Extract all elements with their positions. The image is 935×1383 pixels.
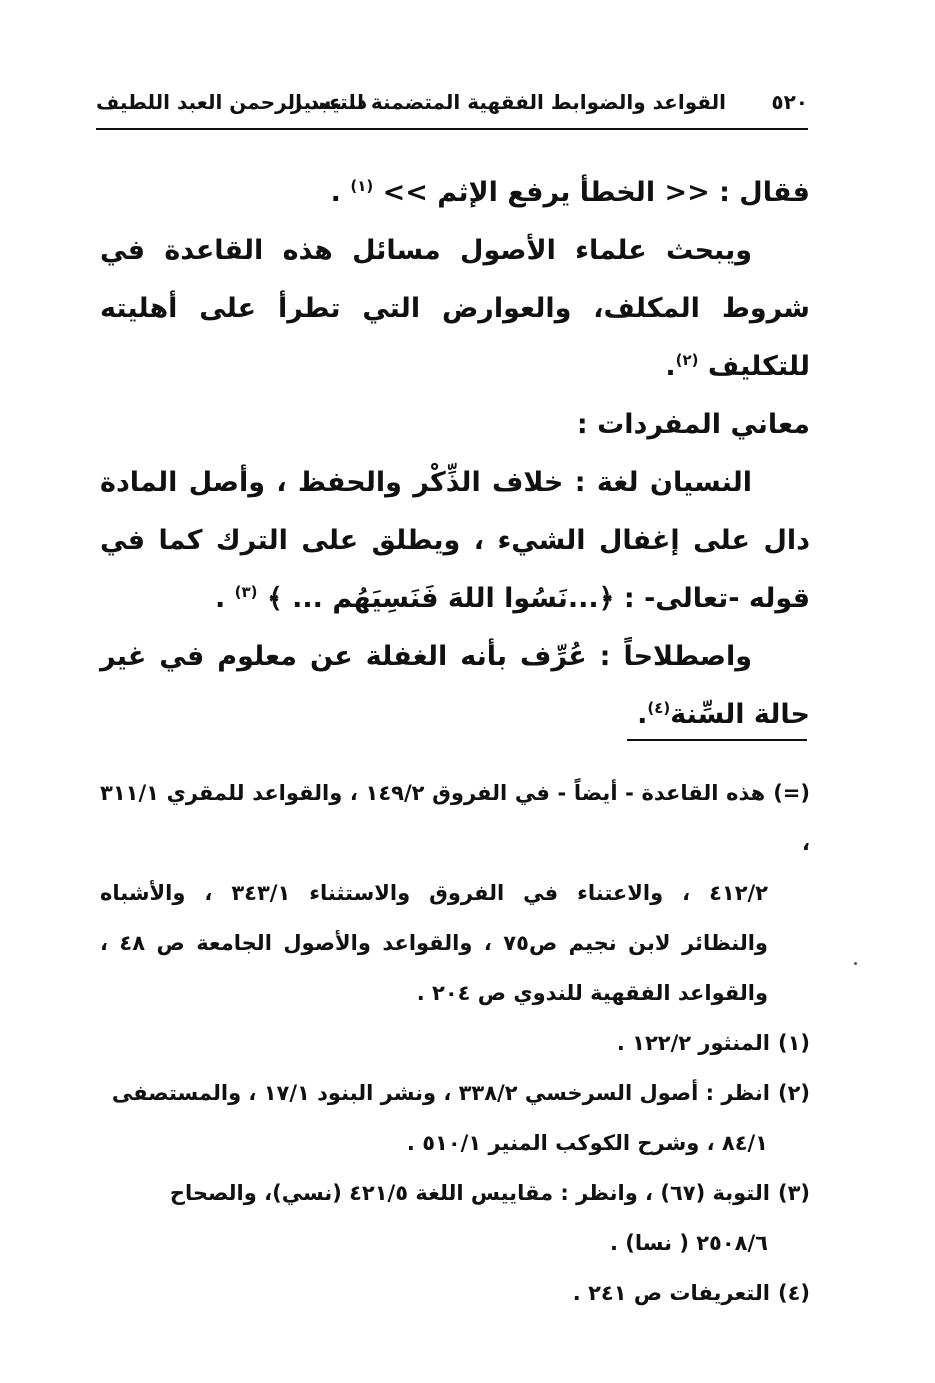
note-ref-1: (١) [350, 177, 374, 195]
paragraph-2-text: ويبحث علماء الأصول مسائل هذه القاعدة في شروط المكلف، والعوارض التي تطرأ على أهليته للتكليف [100, 235, 810, 382]
paragraph-3 [100, 454, 810, 628]
paragraph-1 [100, 164, 810, 222]
author-name: د. عبد الرحمن العبد اللطيف [96, 90, 368, 114]
footnote-2 [100, 1068, 810, 1168]
paragraph-4-tail: . [637, 699, 648, 730]
paragraph-2-tail: . [665, 351, 676, 382]
paragraph-3-text: النسيان لغة : خلاف الذِّكْر والحفظ ، وأصل المادة دال على إغفال الشيء ، ويطلق على الترك كما في قوله -تعالى- : [100, 467, 810, 614]
paragraph-4-text: واصطلاحاً : عُرِّف بأنه الغفلة عن معلوم في غير حالة السِّنة [100, 641, 810, 730]
footnote-3 [100, 1168, 810, 1268]
footnote-continuation: ٤١٢/٢ ، والاعتناء في الفروق والاستثناء ٣٤٣/١ ، والأشباه والنظائر لابن نجيم ص٧٥ ، والقواعد والأصول الجامعة ص ٤٨ ، والقواعد الفقهية للندوي ص ٢٠٤ . [100, 881, 769, 1005]
footnotes [100, 768, 810, 1318]
footnote-continuation: ٢٥٠٨/٦ ( نسا) . [609, 1231, 768, 1255]
footnote-mark: (١) [777, 1031, 810, 1055]
paragraph-1-tail: . [330, 177, 351, 208]
footnote-text: المنثور ١٢٢/٢ . [616, 1031, 770, 1055]
paragraph-1-text: فقال : << الخطأ يرفع الإثم >> [373, 177, 810, 208]
book-title: القواعد والضوابط الفقهية المتضمنة للتيسير [291, 90, 726, 114]
section-heading: معاني المفردات : [576, 409, 810, 440]
footnote-text: التوبة (٦٧) ، وانظر : مقاييس اللغة ٤٢١/٥ (نسي)، والصحاح [169, 1181, 770, 1205]
footnote-text: هذه القاعدة - أيضاً - في الفروق ١٤٩/٢ ، والقواعد للمقري ٣١١/١ ، [100, 781, 810, 855]
footnote-mark: (٤) [777, 1281, 810, 1305]
footnote-1 [100, 1018, 810, 1068]
quran-quote: ﴿...نَسُوا اللهَ فَنَسِيَهُم ... ﴾ [266, 583, 615, 614]
main-text [100, 164, 810, 744]
paragraph-4 [100, 628, 810, 744]
header-divider [96, 128, 808, 130]
scan-speck [854, 962, 857, 965]
footnote-4 [100, 1268, 810, 1318]
footnote-mark: (=) [773, 781, 810, 805]
footnote-mark: (٣) [777, 1181, 810, 1205]
footnote-continued [100, 768, 810, 1018]
footnote-mark: (٢) [777, 1081, 810, 1105]
running-header [96, 82, 808, 122]
footnote-separator [627, 739, 807, 741]
footnote-text: التعريفات ص ٢٤١ . [572, 1281, 770, 1305]
paragraph-2 [100, 222, 810, 396]
footnote-continuation: ٨٤/١ ، وشرح الكوكب المنير ٥١٠/١ . [406, 1131, 768, 1155]
note-ref-3: (٣) [234, 583, 258, 601]
note-ref-2: (٢) [675, 351, 699, 369]
page-number: ٥٢٠ [771, 90, 808, 114]
note-ref-4: (٤) [647, 699, 671, 717]
paragraph-3-tail: . [214, 583, 235, 614]
footnote-text: انظر : أصول السرخسي ٣٣٨/٢ ، ونشر البنود ١٧/١ ، والمستصفى [111, 1081, 770, 1105]
